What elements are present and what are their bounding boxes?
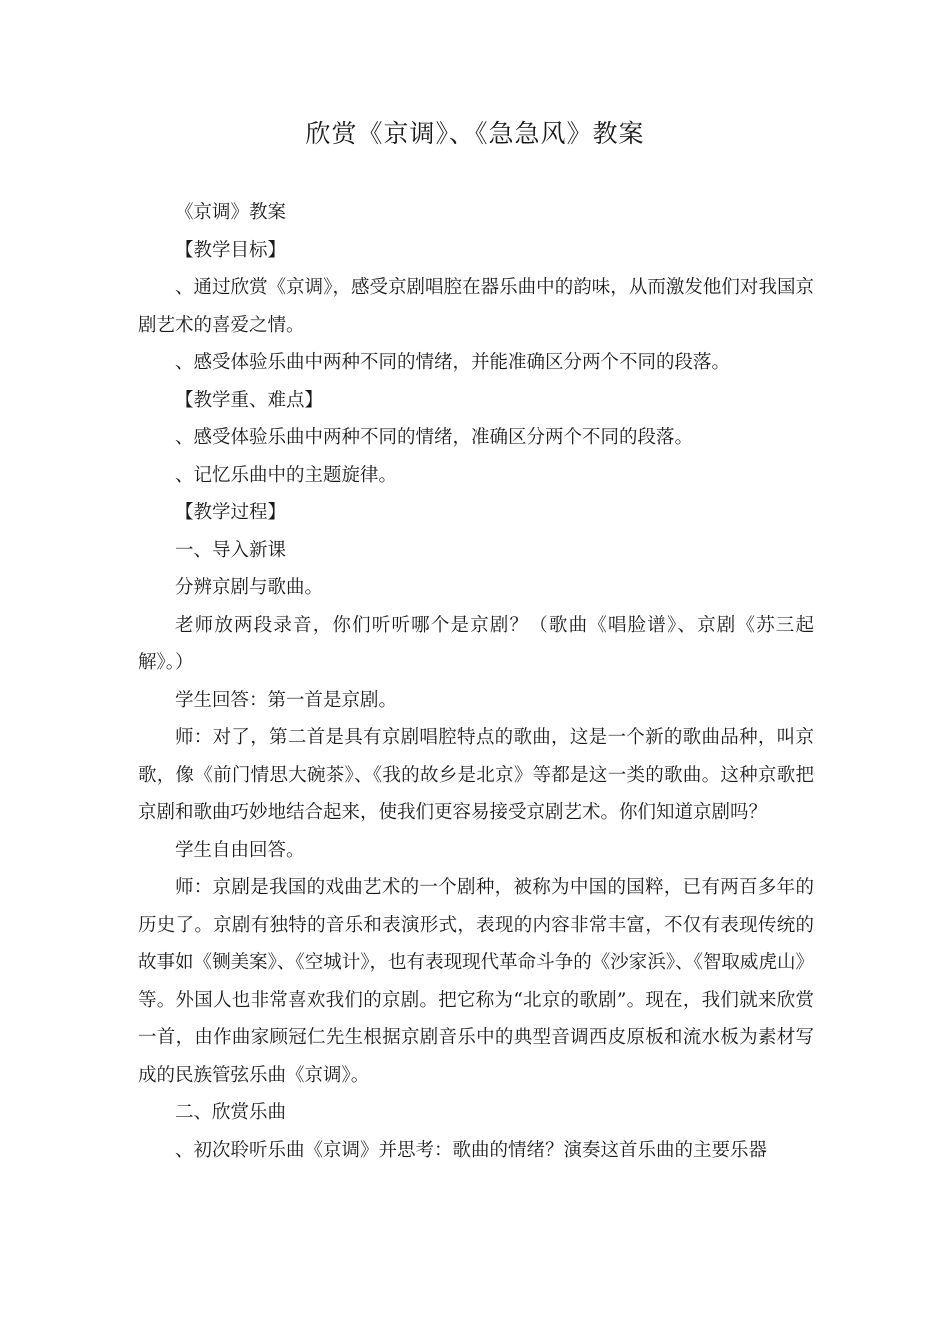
paragraph: 师：京剧是我国的戏曲艺术的一个剧种，被称为中国的国粹，已有两百多年的历史了。京剧有独特的音乐和表演形式，表现的内容非常丰富，不仅有表现传统的故事如《铡美案》、《空城计》，也有表现现代革命斗争的《沙家浜》、《智取威虎山》等。外国人也非常喜欢我们的京剧。把它称为“北京的歌剧”。现在，我们就来欣赏一首，由作曲家顾冠仁先生根据京剧音乐中的典型音调西皮原板和流水板为素材写成的民族管弦乐曲《京调》。: [138, 877, 814, 1086]
paragraph: 学生自由回答。: [175, 839, 305, 861]
paragraph: 、感受体验乐曲中两种不同的情绪，并能准确区分两个不同的段落。: [175, 352, 731, 373]
paragraph: 学生回答：第一首是京剧。: [175, 689, 398, 711]
document-title: 欣赏《京调》、《急急风》教案: [305, 119, 645, 148]
document-body: [138, 194, 814, 1169]
section-heading: 【教学过程】: [175, 502, 287, 523]
paragraph: 、感受体验乐曲中两种不同的情绪，准确区分两个不同的段落。: [175, 427, 694, 448]
section-heading: 《京调》教案: [175, 202, 287, 223]
paragraph: 、初次聆听乐曲《京调》并思考：歌曲的情绪？演奏这首乐曲的主要乐器: [175, 1139, 768, 1161]
paragraph: 、通过欣赏《京调》，感受京剧唱腔在器乐曲中的韵味，从而激发他们对我国京剧艺术的喜爱之情。: [138, 277, 814, 336]
paragraph: 分辨京剧与歌曲。: [175, 577, 324, 598]
section-heading: 二、欣赏乐曲: [175, 1102, 287, 1123]
section-heading: 【教学目标】: [175, 239, 287, 261]
paragraph: 老师放两段录音，你们听听哪个是京剧？（歌曲《唱脸谱》、京剧《苏三起解》。）: [138, 614, 814, 673]
section-heading: 【教学重、难点】: [175, 389, 324, 411]
section-heading: 一、导入新课: [175, 539, 287, 561]
paragraph: 、记忆乐曲中的主题旋律。: [175, 464, 398, 486]
paragraph: 师：对了，第二首是具有京剧唱腔特点的歌曲，这是一个新的歌曲品种，叫京歌，像《前门情思大碗茶》、《我的故乡是北京》等都是这一类的歌曲。这种京歌把京剧和歌曲巧妙地结合起来，使我们更容易接受京剧艺术。你们知道京剧吗？: [138, 727, 814, 823]
